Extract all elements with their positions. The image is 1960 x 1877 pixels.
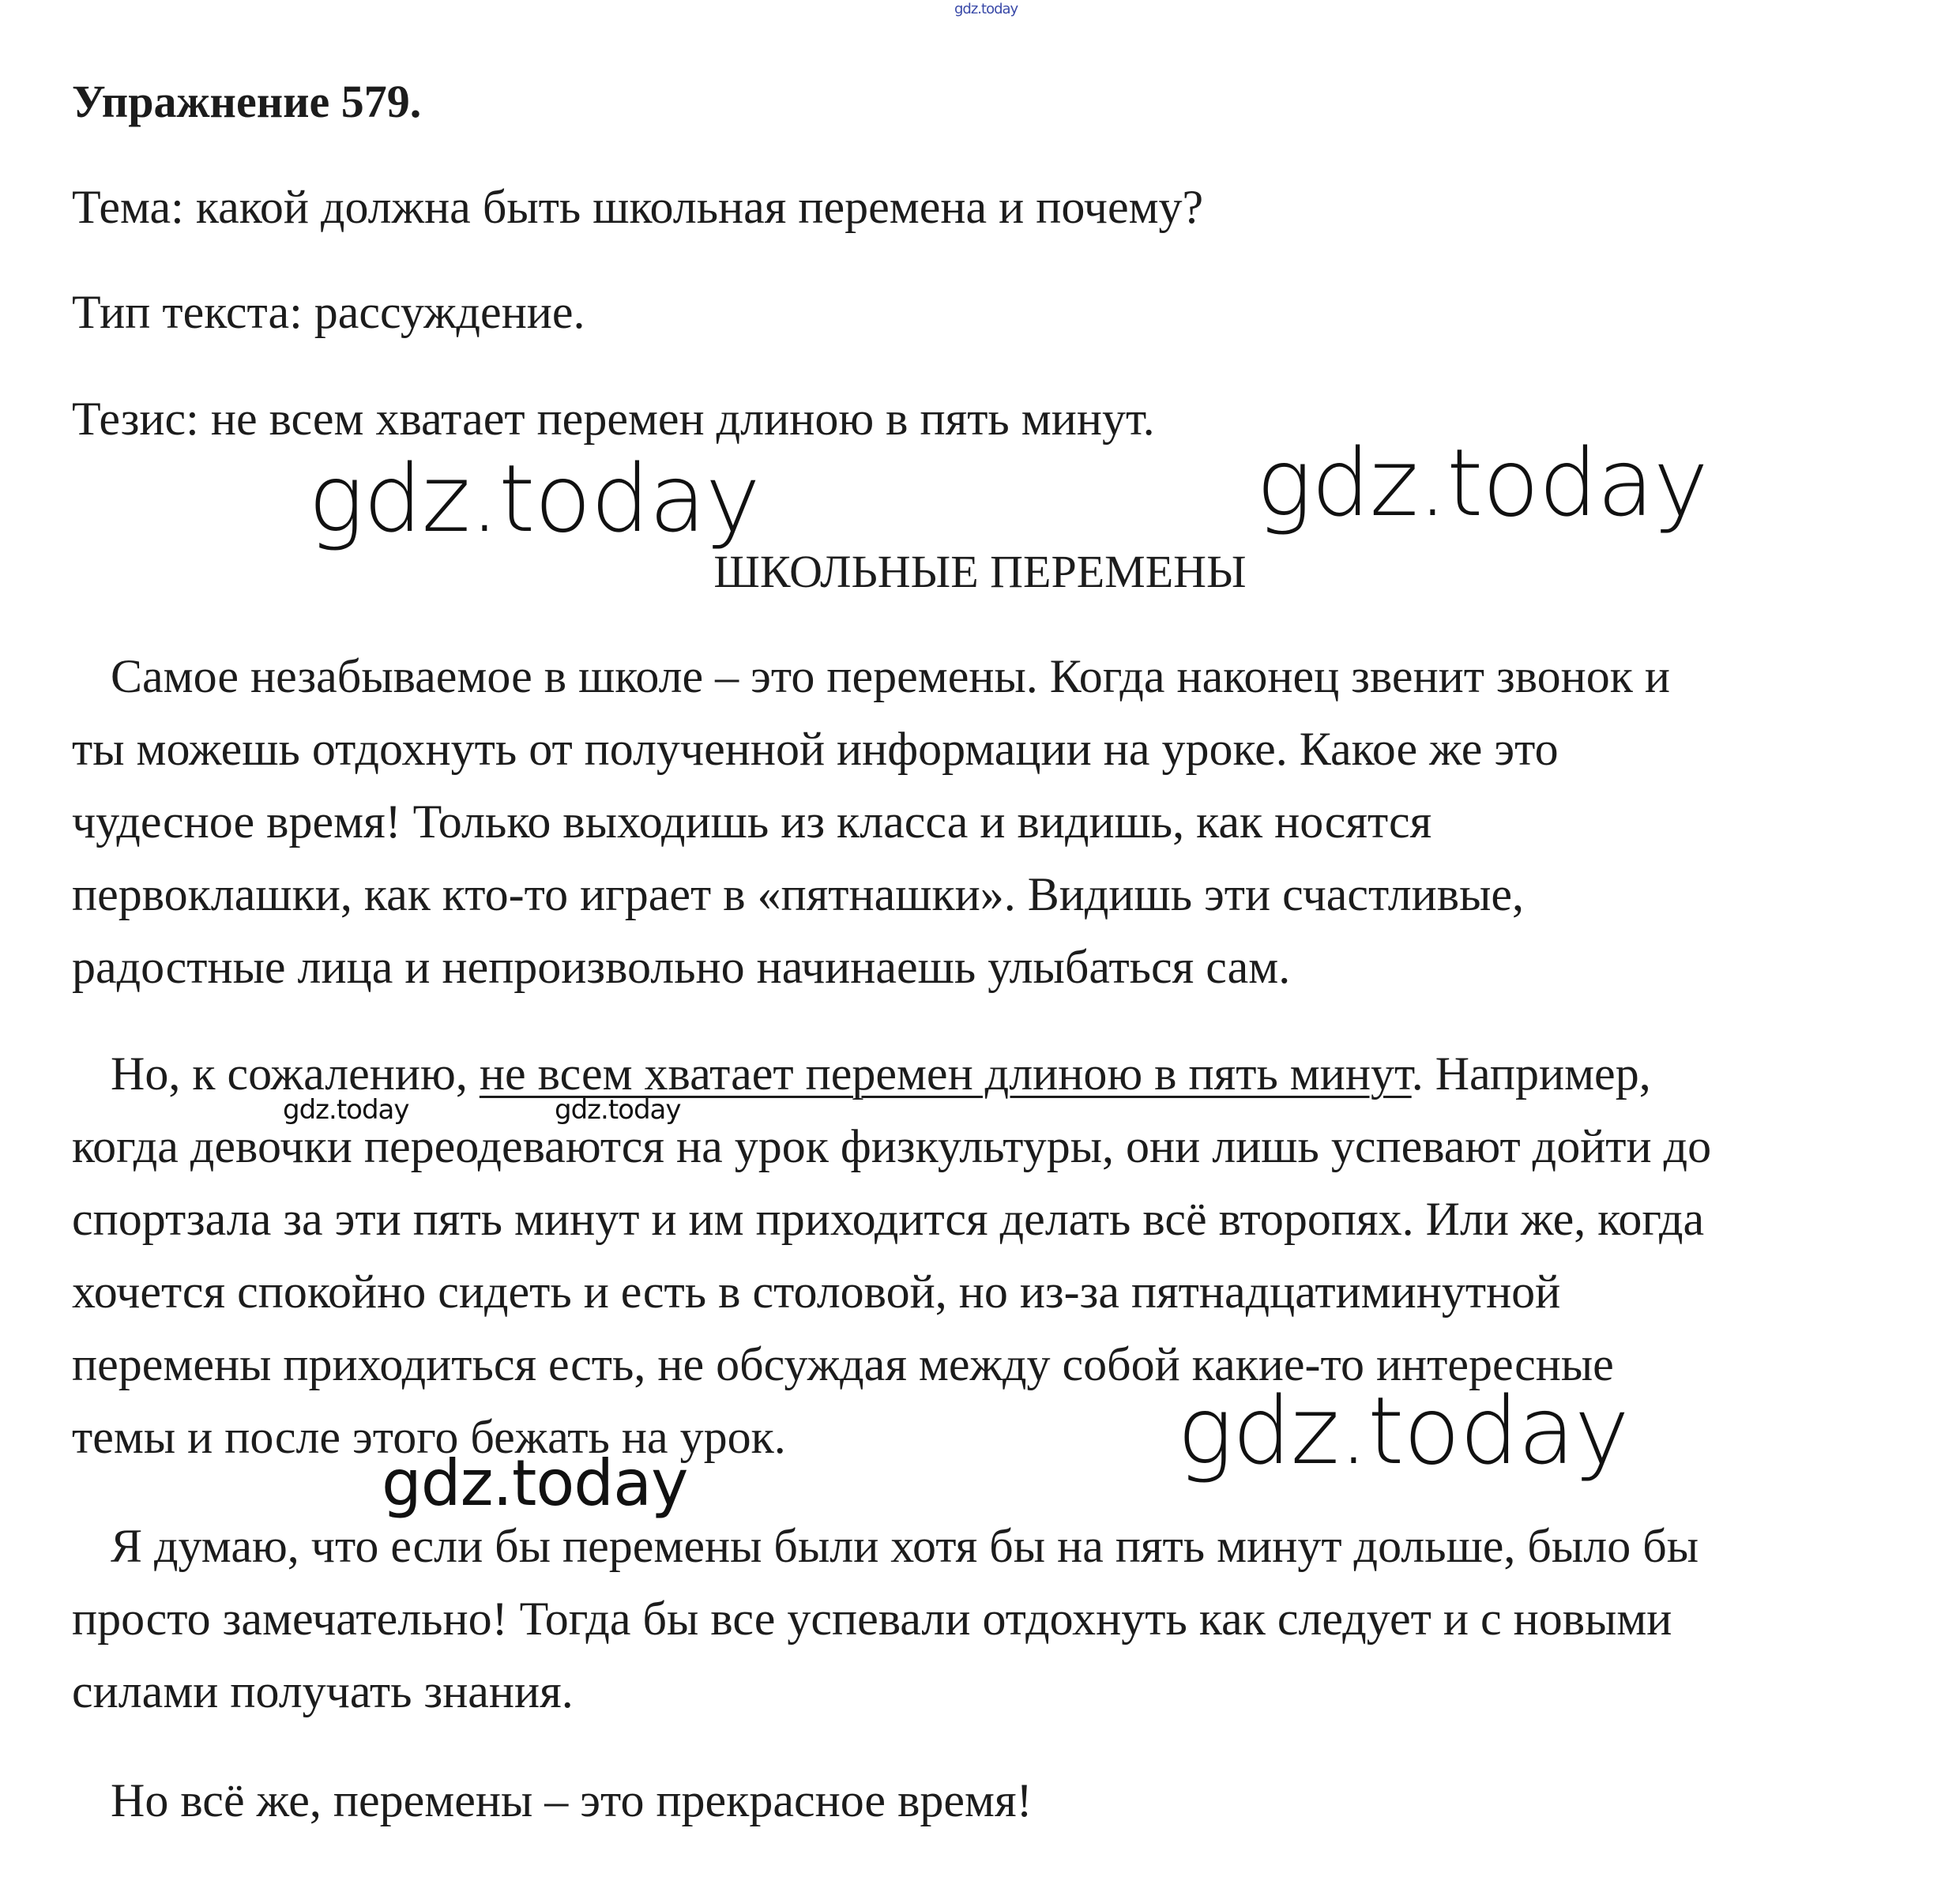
p1-line-3: чудесное время! Только выходишь из класса и видишь, как носятся: [72, 796, 1432, 848]
p1-line-1: Самое незабываемое в школе – это перемены. Когда наконец звенит звонок и: [111, 650, 1670, 702]
watermark-1: gdz.today: [308, 444, 760, 553]
p2-line-2: когда девочки переодеваются на урок физкультуры, они лишь успевают дойти до: [72, 1120, 1712, 1172]
p3-line-3: силами получать знания.: [72, 1665, 574, 1717]
p1-line-4: первоклашки, как кто-то играет в «пятнашки». Видишь эти счастливые,: [72, 868, 1525, 920]
essay-title: ШКОЛЬНЫЕ ПЕРЕМЕНЫ: [713, 546, 1247, 597]
watermark-4: gdz.today: [382, 1446, 688, 1520]
p2-line-5: перемены приходиться есть, не обсуждая между собой какие-то интересные: [72, 1338, 1614, 1390]
p1-line-5: радостные лица и непроизвольно начинаешь улыбаться сам.: [72, 941, 1291, 993]
p3-line-1: Я думаю, что если бы перемены были хотя бы на пять минут дольше, было бы: [111, 1520, 1699, 1572]
watermark-small-1: gdz.today: [283, 1094, 409, 1126]
p3-line-2: просто замечательно! Тогда бы все успевали отдохнуть как следует и с новыми: [72, 1593, 1672, 1645]
exercise-heading: Упражнение 579.: [72, 76, 422, 127]
p2-prefix: Но, к сожалению,: [111, 1048, 480, 1100]
p2-line-6: темы и после этого бежать на урок.: [72, 1411, 786, 1463]
watermark-top: gdz.today: [954, 1, 1018, 17]
topic-line: Тема: какой должна быть школьная перемена и почему?: [72, 181, 1204, 233]
p2-suffix: . Например,: [1411, 1048, 1651, 1100]
text-type-line: Тип текста: рассуждение.: [72, 286, 585, 338]
p2-line-4: хочется спокойно сидеть и есть в столовой, но из-за пятнадцатиминутной: [72, 1266, 1561, 1318]
watermark-3: gdz.today: [1177, 1376, 1629, 1485]
p2-line-1: [111, 1048, 1651, 1100]
watermark-2: gdz.today: [1256, 428, 1708, 537]
p2-line-3: спортзала за эти пять минут и им приходится делать всё второпях. Или же, когда: [72, 1193, 1705, 1245]
watermark-small-2: gdz.today: [555, 1094, 681, 1126]
underlined-thesis: не всем хватает перемен длиною в пять минут: [479, 1048, 1412, 1100]
thesis-line: Тезис: не всем хватает перемен длиною в пять минут.: [72, 393, 1155, 445]
p4-line-1: Но всё же, перемены – это прекрасное время!: [111, 1774, 1033, 1826]
p1-line-2: ты можешь отдохнуть от полученной информации на уроке. Какое же это: [72, 723, 1559, 775]
